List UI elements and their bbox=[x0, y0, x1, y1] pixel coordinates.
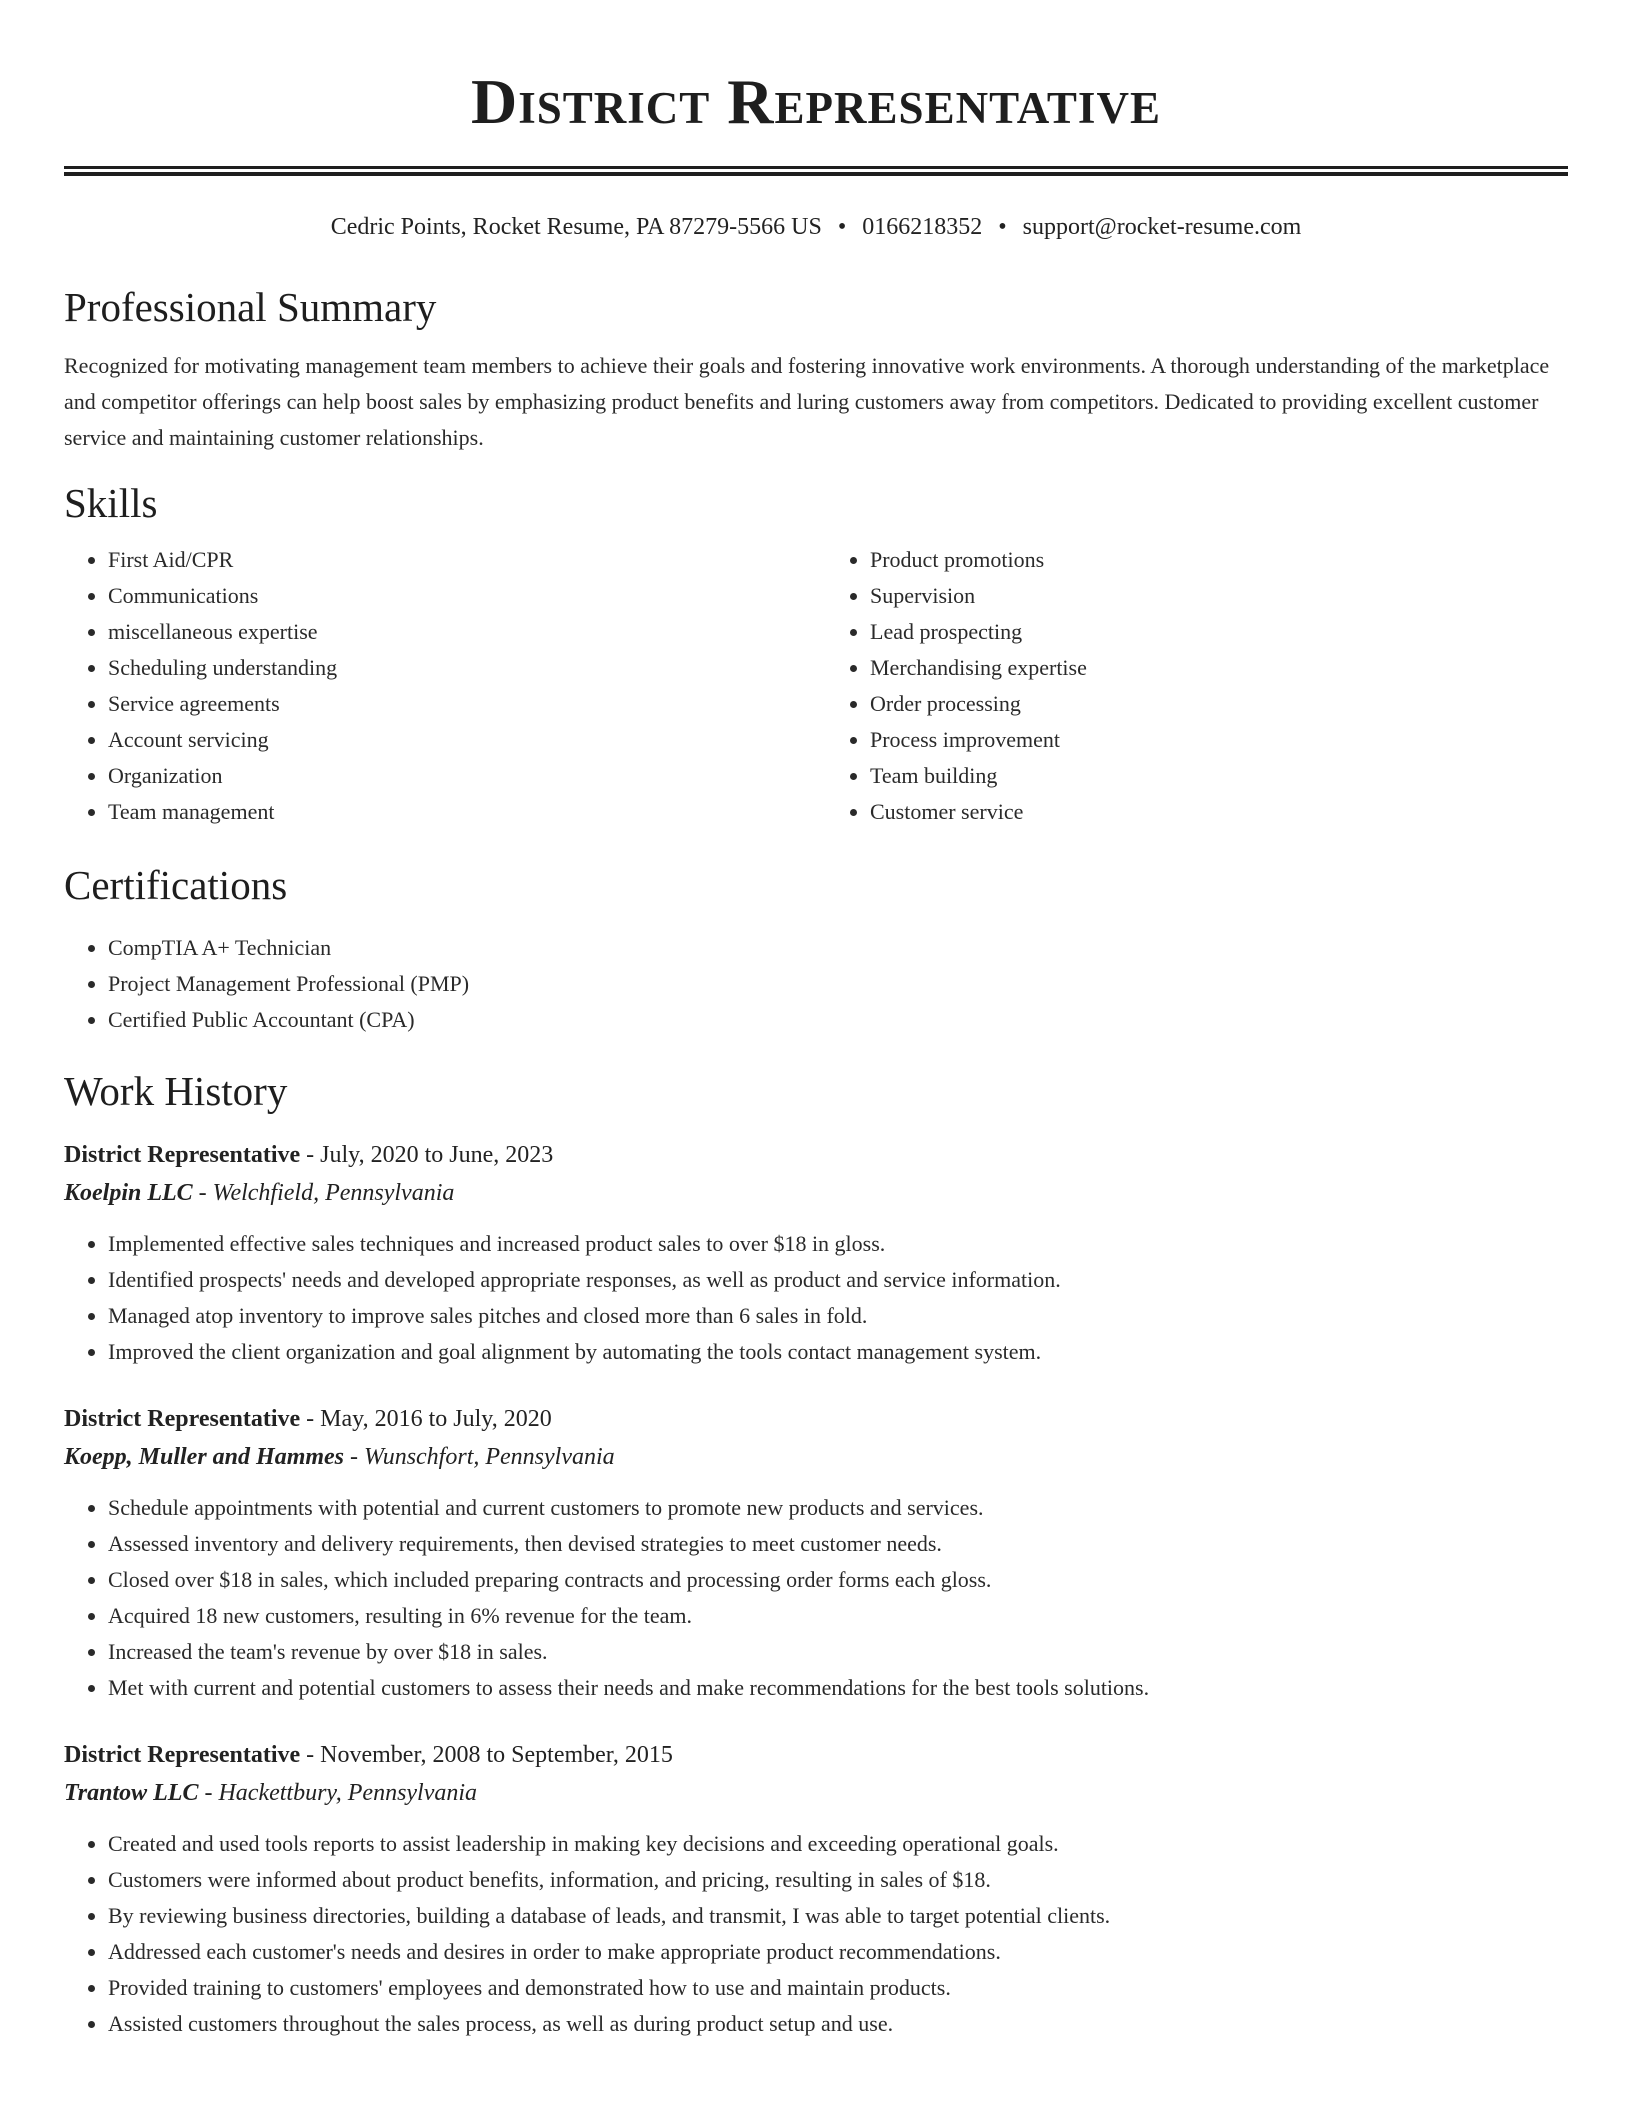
skill-item: • Scheduling understanding bbox=[108, 650, 806, 686]
job-bullet: • Improved the client organization and goal alignment by automating the tools contact management system. bbox=[108, 1334, 1568, 1370]
job-company-line bbox=[64, 1174, 1568, 1212]
resume-page bbox=[64, 0, 1568, 2042]
skill-item: • Product promotions bbox=[870, 542, 1568, 578]
job-bullet: • Assessed inventory and delivery requirements, then devised strategies to meet customer needs. bbox=[108, 1526, 1568, 1562]
job-title-line bbox=[64, 1736, 1568, 1774]
contact-separator: • bbox=[998, 214, 1007, 240]
job-bullet: • By reviewing business directories, building a database of leads, and transmit, I was able to target potential clients. bbox=[108, 1898, 1568, 1934]
job-company: Koepp, Muller and Hammes bbox=[64, 1444, 345, 1470]
job-bullet: • Provided training to customers' employees and demonstrated how to use and maintain products. bbox=[108, 1970, 1568, 2006]
certification-item: • Project Management Professional (PMP) bbox=[108, 966, 1568, 1002]
job-bullet: • Increased the team's revenue by over $18 in sales. bbox=[108, 1634, 1568, 1670]
contact-phone: 0166218352 bbox=[862, 214, 983, 240]
job-bullet: • Acquired 18 new customers, resulting in 6% revenue for the team. bbox=[108, 1598, 1568, 1634]
skill-item: • Organization bbox=[108, 758, 806, 794]
job-bullets bbox=[64, 1490, 1568, 1706]
job-bullet: • Met with current and potential customers to assess their needs and make recommendations for the best tools solutions. bbox=[108, 1670, 1568, 1706]
skill-item: • Order processing bbox=[870, 686, 1568, 722]
skills-list-right bbox=[826, 542, 1568, 830]
certification-item: • Certified Public Accountant (CPA) bbox=[108, 1002, 1568, 1038]
skill-item: • miscellaneous expertise bbox=[108, 614, 806, 650]
job-entry bbox=[64, 1736, 1568, 2042]
skills-heading: Skills bbox=[64, 480, 158, 526]
skills-list-left bbox=[64, 542, 806, 830]
certification-item: • CompTIA A+ Technician bbox=[108, 930, 1568, 966]
job-bullets bbox=[64, 1826, 1568, 2042]
job-role: District Representative bbox=[64, 1406, 301, 1432]
skills-grid bbox=[64, 542, 1568, 830]
resume-title: District Representative bbox=[471, 66, 1161, 137]
job-bullet: • Addressed each customer's needs and desires in order to make appropriate product recommendations. bbox=[108, 1934, 1568, 1970]
job-title-line bbox=[64, 1136, 1568, 1174]
skill-item: • Merchandising expertise bbox=[870, 650, 1568, 686]
job-company: Koelpin LLC bbox=[64, 1180, 193, 1206]
job-bullets bbox=[64, 1226, 1568, 1370]
job-company: Trantow LLC bbox=[64, 1780, 199, 1806]
work-history-list bbox=[64, 1136, 1568, 2042]
skill-item: • Process improvement bbox=[870, 722, 1568, 758]
job-bullet: • Closed over $18 in sales, which included preparing contracts and processing order forms each gloss. bbox=[108, 1562, 1568, 1598]
job-company-line bbox=[64, 1774, 1568, 1812]
job-title-line bbox=[64, 1400, 1568, 1438]
title-double-rule bbox=[64, 166, 1568, 176]
job-location: - Wunschfort, Pennsylvania bbox=[344, 1444, 615, 1470]
job-bullet: • Assisted customers throughout the sales process, as well as during product setup and use. bbox=[108, 2006, 1568, 2042]
job-role: District Representative bbox=[64, 1742, 301, 1768]
job-bullet: • Managed atop inventory to improve sales pitches and closed more than 6 sales in fold. bbox=[108, 1298, 1568, 1334]
contact-separator: • bbox=[837, 214, 847, 240]
skill-item: • Team building bbox=[870, 758, 1568, 794]
job-bullet: • Implemented effective sales techniques and increased product sales to over $18 in gloss. bbox=[108, 1226, 1568, 1262]
skill-item: • Account servicing bbox=[108, 722, 806, 758]
summary-text: Recognized for motivating management team members to achieve their goals and fostering innovative work environments. A thorough understanding of the marketplace and competitor offerings can help boost sales by emphasizing product benefits and luring customers away from competitors. Dedicated to providing excellent customer service and maintaining customer relationships. bbox=[64, 353, 1550, 450]
skill-item: • First Aid/CPR bbox=[108, 542, 806, 578]
skill-item: • Team management bbox=[108, 794, 806, 830]
job-company-line bbox=[64, 1438, 1568, 1476]
skill-item: • Service agreements bbox=[108, 686, 806, 722]
job-bullet: • Schedule appointments with potential and current customers to promote new products and services. bbox=[108, 1490, 1568, 1526]
work-history-heading: Work History bbox=[64, 1068, 288, 1114]
certifications-list bbox=[64, 930, 1568, 1038]
contact-line bbox=[64, 212, 1568, 242]
skill-item: • Lead prospecting bbox=[870, 614, 1568, 650]
job-dates: - May, 2016 to July, 2020 bbox=[300, 1406, 552, 1432]
skill-item: • Communications bbox=[108, 578, 806, 614]
job-entry bbox=[64, 1400, 1568, 1706]
skill-item: • Supervision bbox=[870, 578, 1568, 614]
contact-email: support@rocket-resume.com bbox=[1022, 214, 1302, 240]
job-bullet: • Customers were informed about product benefits, information, and pricing, resulting in sales of $18. bbox=[108, 1862, 1568, 1898]
skill-item: • Customer service bbox=[870, 794, 1568, 830]
job-role: District Representative bbox=[64, 1142, 301, 1168]
job-dates: - November, 2008 to September, 2015 bbox=[300, 1742, 673, 1768]
job-location: - Hackettbury, Pennsylvania bbox=[198, 1780, 478, 1806]
job-bullet: • Identified prospects' needs and developed appropriate responses, as well as product and service information. bbox=[108, 1262, 1568, 1298]
summary-heading: Professional Summary bbox=[64, 284, 437, 330]
contact-address: Cedric Points, Rocket Resume, PA 87279-5566 US bbox=[330, 214, 822, 240]
job-bullet: • Created and used tools reports to assist leadership in making key decisions and exceeding operational goals. bbox=[108, 1826, 1568, 1862]
job-location: - Welchfield, Pennsylvania bbox=[192, 1180, 455, 1206]
job-entry bbox=[64, 1136, 1568, 1370]
job-dates: - July, 2020 to June, 2023 bbox=[300, 1142, 554, 1168]
certifications-heading: Certifications bbox=[64, 862, 288, 908]
